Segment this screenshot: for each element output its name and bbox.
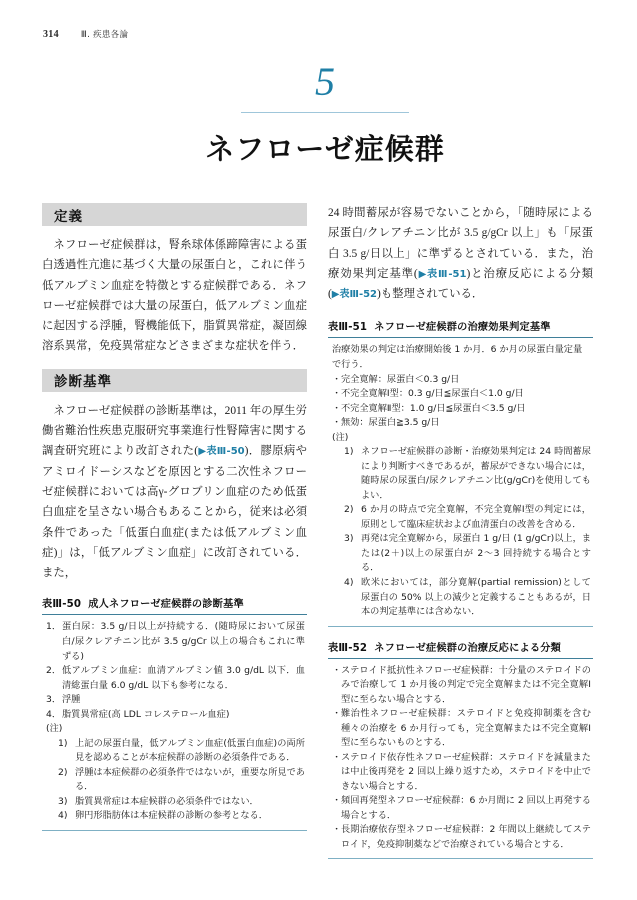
table-3-52-caption [328, 639, 593, 658]
table-note-row [44, 795, 305, 810]
table-note-row [330, 532, 591, 576]
chapter-rule [241, 112, 409, 113]
note-marker: 2) [344, 504, 354, 516]
section-header-definition [42, 203, 307, 226]
note-marker: 2) [58, 766, 68, 778]
table-3-52-caption-title: ネフローゼ症候群の治療反応による分類 [374, 642, 562, 654]
table-row [330, 794, 591, 823]
table-3-52-body [328, 658, 593, 860]
list-text: 浮腫 [62, 694, 81, 706]
bullet-dot-icon: ・ [332, 708, 342, 720]
table-note-row [44, 809, 305, 824]
criteria-paragraph-part1: ネフローゼ症候群の診断基準は，2011 年の厚生労働省難治性疾患克服研究事業進行性腎障害に関する調査研究班により改訂された( [42, 404, 307, 458]
page-folio: 314 [43, 29, 59, 40]
note-marker: 4) [344, 576, 354, 588]
list-text: 無効：尿蛋白≧3.5 g/日 [341, 417, 440, 429]
table-row [330, 707, 591, 751]
bullet-dot-icon: ・ [332, 373, 342, 385]
continuation-paragraph [328, 203, 593, 304]
table-note-row [330, 445, 591, 503]
list-text: 不完全寛解Ⅱ型：1.0 g/日≦尿蛋白＜3.5 g/日 [341, 402, 526, 414]
table-row [330, 416, 591, 431]
list-text: 頻回再発型ネフローゼ症候群：6 か月間に 2 回以上再発する場合とする． [341, 795, 591, 821]
table-row [44, 708, 305, 723]
note-text: 卵円形脂肪体は本症候群の診断の参考となる． [75, 810, 268, 822]
left-column [42, 203, 307, 883]
table-row [330, 751, 591, 795]
continuation-part2: )と治療反応による分類( [328, 267, 594, 301]
list-marker: 1． [46, 621, 62, 633]
chapter-number: 5 [315, 59, 335, 104]
list-marker: 4． [46, 708, 62, 720]
list-text: 低アルブミン血症：血清アルブミン値 3.0 g/dL 以下．血清総蛋白量 6.0 g/dL 以下も参考になる． [62, 665, 305, 691]
table-3-51-caption [328, 318, 593, 337]
table-3-51-caption-title: ネフローゼ症候群の治療効果判定基準 [374, 322, 551, 334]
table-row [330, 373, 591, 388]
list-text: 難治性ネフローゼ症候群：ステロイドと免疫抑制薬を含む種々の治療を 6 か月行っても，完全寛解または不完全寛解Ⅰ型に至らないものとする． [341, 708, 591, 749]
note-marker: 1) [58, 737, 68, 749]
note-text: 欧米においては，部分寛解(partial remission)として尿蛋白の 50% 以上の減少と定義することもあるが，日本の判定基準には含めない． [361, 576, 591, 618]
list-text: ステロイド抵抗性ネフローゼ症候群：十分量のステロイドのみで治療して 1 か月後の判定で完全寛解または不完全寛解Ⅰ型に至らない場合とする． [341, 664, 591, 705]
page-columns [0, 203, 637, 883]
xref-table-51[interactable]: ▶表Ⅲ-51 [417, 268, 467, 280]
list-marker: 2． [46, 665, 62, 677]
table-3-51-body [328, 337, 593, 626]
table-note-row [330, 576, 591, 620]
chapter-title: ネフローゼ症候群 [205, 132, 445, 166]
right-column [328, 203, 593, 883]
table-3-50-caption-number: 表Ⅲ-50 [42, 599, 82, 611]
table-3-51 [328, 318, 593, 626]
table-row [44, 693, 305, 708]
note-text: 上記の尿蛋白量，低アルブミン血症(低蛋白血症)の両所見を認めることが本症候群の診断の必須条件である． [75, 737, 305, 764]
note-text: ネフローゼ症候群の診断・治療効果判定は 24 時間蓄尿により判断すべきであるが，蓄尿ができない場合には，随時尿の尿蛋白/尿クレアチニン比(g/gCr)を使用してもよい． [361, 446, 591, 501]
table-row [330, 823, 591, 852]
xref-table-52[interactable]: ▶表Ⅲ-52 [331, 289, 378, 301]
table-row [330, 387, 591, 402]
table-3-52-caption-number: 表Ⅲ-52 [328, 642, 368, 654]
section-header-criteria-label: 診断基準 [54, 374, 112, 391]
table-note-row [330, 503, 591, 532]
continuation-part3: )も整理されている． [377, 288, 484, 301]
table-3-51-lead: 治療効果の判定は治療開始後 1 か月．6 か月の尿蛋白量定量で行う． [332, 344, 583, 371]
bullet-dot-icon: ・ [332, 402, 342, 414]
bullet-dot-icon: ・ [332, 824, 342, 836]
criteria-paragraph-part2: )．膠原病やアミロイドーシスなどを原因とする二次性ネフローゼ症候群においては高γ-グロブリン血症のため低蛋白血症を呈さない場合もあることから，従来は必須条件であった「低蛋白血症(または低アルブミン血症)」は，「低アルブミン血症」に改訂されている．また， [42, 445, 307, 580]
continuation-part1: 24 時間蓄尿が容易でないことから，「随時尿による尿蛋白/クレアチニン比が 3.5 g/gCr 以上」も「尿蛋白 3.5 g/日以上」に準ずるとされている．また，治療効果判定基準( [328, 207, 593, 280]
list-marker: 3． [46, 694, 62, 706]
list-text: ステロイド依存性ネフローゼ症候群：ステロイドを減量または中止後再発を 2 回以上繰り返すため，ステロイドを中止できない場合とする． [341, 751, 591, 792]
bullet-dot-icon: ・ [332, 417, 342, 429]
list-text: 不完全寛解Ⅰ型：0.3 g/日≦尿蛋白＜1.0 g/日 [341, 388, 524, 400]
xref-table-50[interactable]: ▶表Ⅲ-50 [198, 446, 245, 458]
table-note-row [44, 766, 305, 795]
note-text: 再発は完全寛解から，尿蛋白 1 g/日 (1 g/gCr)以上，または(2＋)以上の尿蛋白が 2〜3 回持続する場合とする． [361, 533, 591, 574]
list-text: 長期治療依存型ネフローゼ症候群：2 年間以上継続してステロイド，免疫抑制薬などで治療されている場合とする． [341, 824, 591, 850]
bullet-dot-icon: ・ [332, 751, 342, 763]
criteria-paragraph [42, 401, 307, 584]
section-header-definition-label: 定義 [54, 208, 83, 225]
note-marker: 4) [58, 810, 68, 822]
note-text: 6 か月の時点で完全寛解，不完全寛解Ⅰ型の判定には，原則として臨床症状および血清蛋白の改善を含める． [361, 504, 591, 530]
table-3-52 [328, 639, 593, 860]
list-text: 蛋白尿：3.5 g/日以上が持続する．(随時尿において尿蛋白/尿クレアチニン比が 3.5 g/gCr 以上の場合もこれに準ずる) [62, 621, 305, 662]
section-header-criteria [42, 369, 307, 392]
table-row [330, 402, 591, 417]
table-3-50-caption-title: 成人ネフローゼ症候群の診断基準 [88, 599, 244, 611]
table-3-50-caption [42, 595, 307, 614]
note-marker: 3) [344, 533, 354, 545]
bullet-dot-icon: ・ [332, 664, 342, 676]
bullet-dot-icon: ・ [332, 795, 342, 807]
part-title: Ⅲ. 疾患各論 [80, 30, 129, 40]
bullet-dot-icon: ・ [332, 388, 342, 400]
table-row [44, 664, 305, 693]
note-text: 浮腫は本症候群の必須条件ではないが，重要な所見である． [75, 766, 305, 793]
note-text: 脂質異常症は本症候群の必須条件ではない． [75, 795, 259, 807]
note-marker: 1) [344, 446, 354, 458]
table-3-51-note-head: (注) [332, 431, 349, 443]
list-text: 脂質異常症(高 LDL コレステロール血症) [62, 708, 230, 720]
table-note-row [44, 737, 305, 766]
table-row [330, 664, 591, 708]
table-3-50-body [42, 614, 307, 830]
running-head [43, 28, 128, 40]
definition-paragraph: ネフローゼ症候群は，腎糸球体係蹄障害による蛋白透過性亢進に基づく大量の尿蛋白と，これに伴う低アルブミン血症を特徴とする症候群である．ネフローゼ症候群では大量の尿蛋白，低アルブミン血症に起因する浮腫，腎機能低下，脂質異常症，凝固線溶系異常，免疫異常症などさまざまな症状を伴う． [42, 239, 307, 353]
note-marker: 3) [58, 795, 68, 807]
list-text: 完全寛解：尿蛋白＜0.3 g/日 [341, 373, 460, 385]
chapter-opener [160, 59, 490, 168]
table-3-50 [42, 595, 307, 830]
table-3-51-caption-number: 表Ⅲ-51 [328, 322, 368, 334]
table-3-50-note-head: (注) [46, 723, 63, 735]
table-row [44, 620, 305, 664]
